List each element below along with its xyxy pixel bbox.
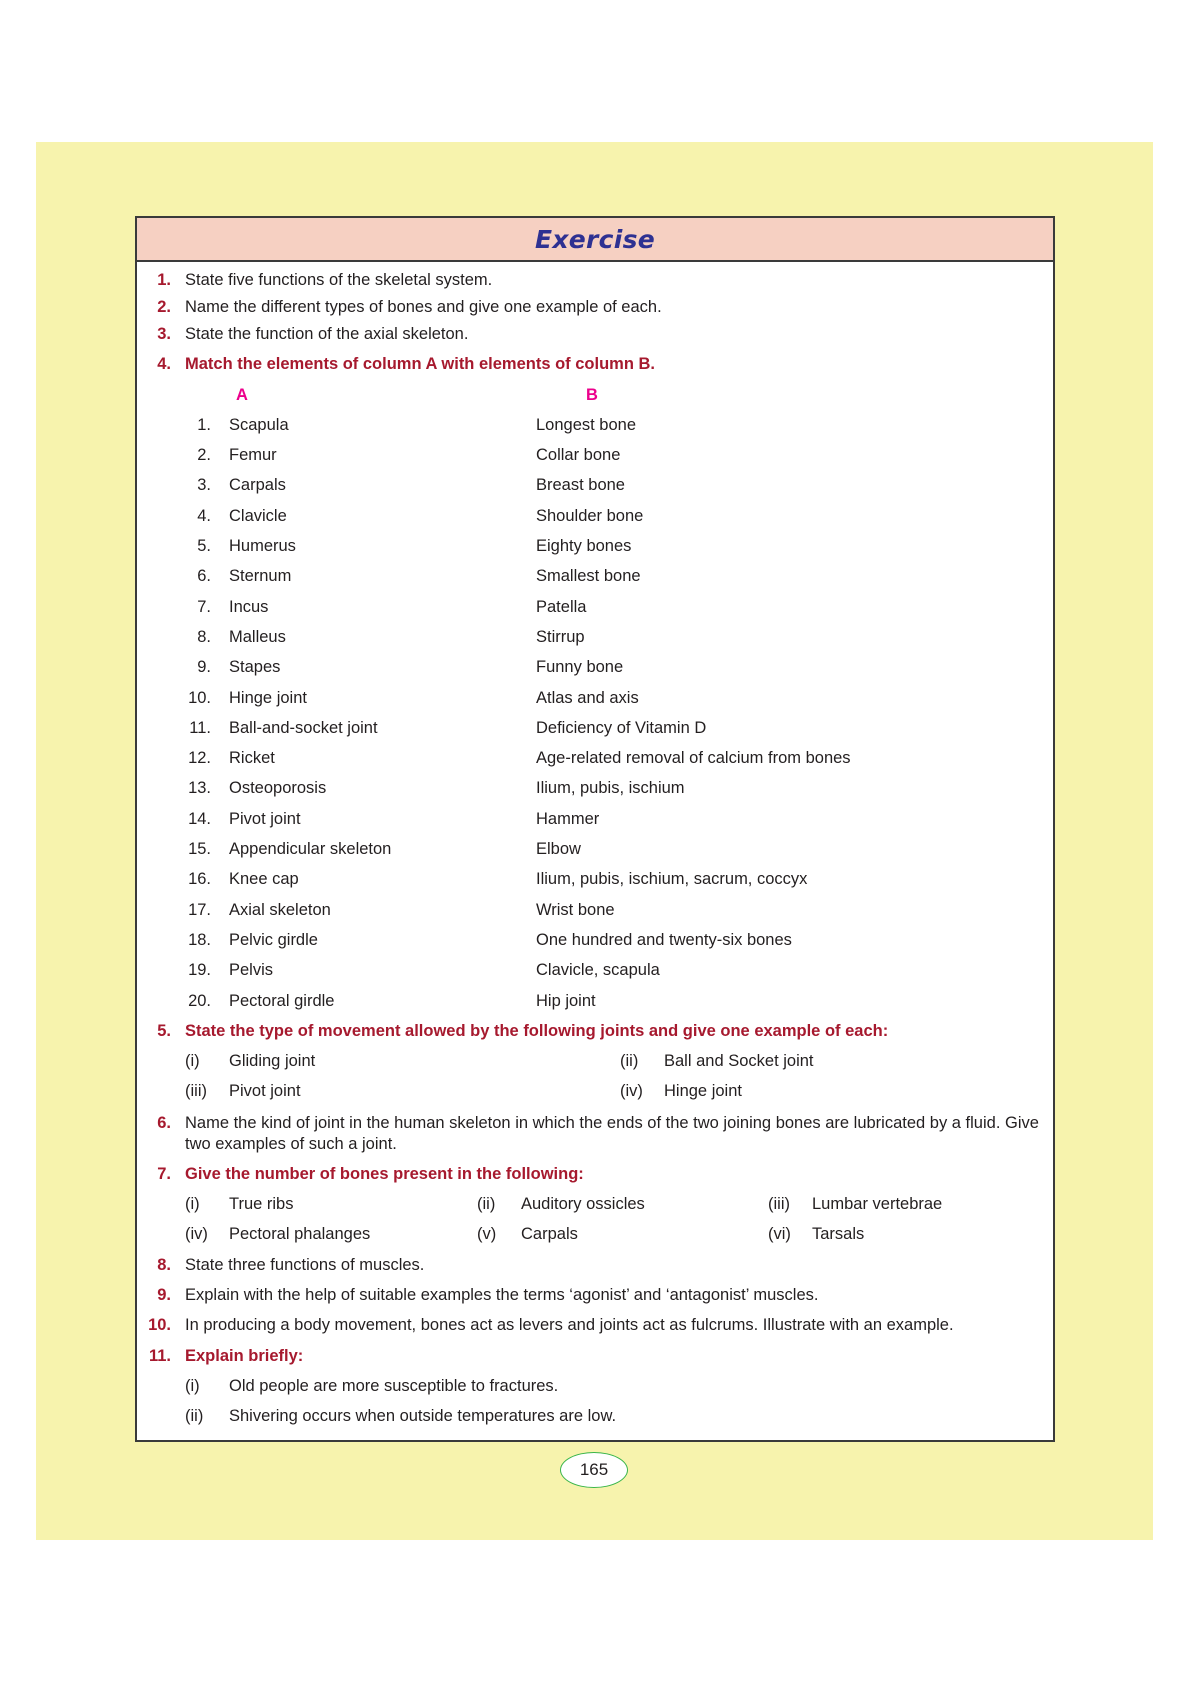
match-column-b: Wrist bone: [536, 900, 615, 919]
sub-item-text: Tarsals: [812, 1225, 865, 1244]
match-column-a: Carpals: [229, 476, 286, 495]
sub-item-roman: (ii): [620, 1052, 639, 1071]
sub-item-roman: (i): [185, 1195, 200, 1214]
match-row: [185, 713, 1053, 743]
match-column-b: Clavicle, scapula: [536, 961, 660, 980]
match-index: 2.: [197, 446, 211, 465]
match-column-a: Ricket: [229, 749, 275, 768]
match-column-b: Stirrup: [536, 627, 585, 646]
question-4: [157, 349, 1053, 379]
match-index: 3.: [197, 476, 211, 495]
match-row: [185, 955, 1053, 985]
match-column-a: Knee cap: [229, 870, 299, 889]
question-text: State five functions of the skeletal system.: [185, 271, 493, 289]
sub-item-text: True ribs: [229, 1195, 294, 1214]
match-row: [185, 864, 1053, 894]
match-column-b: Smallest bone: [536, 567, 641, 586]
match-index: 5.: [197, 537, 211, 556]
sub-item-text: Auditory ossicles: [521, 1195, 645, 1214]
question-6: [157, 1107, 1053, 1159]
sub-item-roman: (v): [477, 1225, 497, 1244]
question-number: 7.: [157, 1164, 171, 1183]
question-number: 1.: [157, 271, 171, 289]
question-number: 2.: [157, 298, 171, 316]
match-row: [185, 895, 1053, 925]
question-number: 5.: [157, 1021, 171, 1040]
question-number: 3.: [157, 325, 171, 343]
question-text: In producing a body movement, bones act as levers and joints act as fulcrums. Illustrate with an example.: [185, 1316, 954, 1335]
question-2: [157, 292, 1053, 319]
sub-item-text: Hinge joint: [664, 1082, 742, 1101]
match-column-a: Pectoral girdle: [229, 991, 335, 1010]
question-text: Name the kind of joint in the human skeleton in which the ends of the two joining bones are lubricated by a fluid. Give two examples of such a joint.: [185, 1113, 1039, 1153]
sub-item-text: Lumbar vertebrae: [812, 1195, 943, 1214]
match-row: [185, 531, 1053, 561]
sub-item-roman: (iv): [185, 1225, 208, 1244]
match-index: 9.: [197, 658, 211, 677]
question-text: State three functions of muscles.: [185, 1255, 425, 1274]
sub-item-text: Pivot joint: [229, 1082, 301, 1101]
question-text: Name the different types of bones and give one example of each.: [185, 298, 662, 316]
sub-item-roman: (iii): [185, 1082, 207, 1101]
sub-item-row: [185, 1076, 1053, 1106]
match-index: 12.: [188, 749, 211, 768]
sub-item-row: [185, 1046, 1053, 1076]
sub-item-roman: (i): [185, 1052, 200, 1071]
match-column-b: Age-related removal of calcium from bones: [536, 749, 851, 768]
match-index: 10.: [188, 688, 211, 707]
match-row: [185, 561, 1053, 591]
match-column-b: Elbow: [536, 840, 581, 859]
question-number: 10.: [148, 1316, 171, 1335]
match-row: [185, 652, 1053, 682]
match-row: [185, 501, 1053, 531]
question-9: [157, 1280, 1053, 1310]
match-column-a: Clavicle: [229, 506, 287, 525]
match-index: 16.: [188, 870, 211, 889]
match-column-a: Appendicular skeleton: [229, 840, 392, 859]
match-column-b: Hip joint: [536, 991, 596, 1010]
match-row: [185, 743, 1053, 773]
match-index: 11.: [189, 718, 211, 737]
question-5: [157, 1016, 1053, 1046]
match-column-a: Stapes: [229, 658, 281, 677]
match-column-b: Ilium, pubis, ischium: [536, 779, 685, 798]
match-column-b: Ilium, pubis, ischium, sacrum, coccyx: [536, 870, 808, 889]
match-index: 14.: [188, 809, 211, 828]
match-column-b: One hundred and twenty-six bones: [536, 930, 792, 949]
sub-item-row: [185, 1219, 1053, 1249]
match-column-b: Shoulder bone: [536, 506, 644, 525]
match-column-b: Deficiency of Vitamin D: [536, 718, 707, 737]
match-index: 6.: [197, 567, 211, 586]
match-index: 13.: [188, 779, 211, 798]
exercise-content: [148, 262, 1053, 1431]
question-number: 4.: [157, 355, 171, 374]
match-column-a: Osteoporosis: [229, 779, 327, 798]
match-row: [185, 592, 1053, 622]
sub-item-row: [185, 1371, 1053, 1401]
match-column-b: Longest bone: [536, 415, 637, 434]
match-column-b: Atlas and axis: [536, 688, 639, 707]
question-1: [157, 265, 1053, 292]
match-column-a: Pelvis: [229, 961, 274, 980]
match-index: 1.: [197, 415, 211, 434]
match-column-a: Pivot joint: [229, 809, 301, 828]
sub-item-text: Shivering occurs when outside temperatures are low.: [229, 1407, 617, 1426]
sub-item-roman: (ii): [477, 1195, 496, 1214]
match-row: [185, 773, 1053, 803]
match-column-b: Eighty bones: [536, 537, 632, 556]
question-text: Explain with the help of suitable examples the terms ‘agonist’ and ‘antagonist’ muscles.: [185, 1285, 819, 1304]
question-10: [148, 1310, 1053, 1340]
column-a-header: A: [236, 385, 248, 404]
match-index: 19.: [188, 961, 211, 980]
sub-item-roman: (vi): [768, 1225, 791, 1244]
match-column-a: Humerus: [229, 537, 296, 556]
match-row: [185, 622, 1053, 652]
match-row: [185, 683, 1053, 713]
match-column-a: Hinge joint: [229, 688, 307, 707]
match-column-b: Funny bone: [536, 658, 624, 677]
sub-item-roman: (iii): [768, 1195, 790, 1214]
question-text: Explain briefly:: [185, 1346, 304, 1365]
match-column-b: Breast bone: [536, 476, 625, 495]
question-11: [148, 1341, 1053, 1371]
question-text: State the function of the axial skeleton.: [185, 325, 469, 343]
page-number: 165: [560, 1452, 628, 1488]
question-text: Give the number of bones present in the following:: [185, 1164, 584, 1183]
match-column-b: Patella: [536, 597, 587, 616]
question-8: [157, 1250, 1053, 1280]
sub-item-text: Ball and Socket joint: [664, 1052, 814, 1071]
match-index: 17.: [188, 900, 211, 919]
sub-item-roman: (i): [185, 1376, 200, 1395]
match-column-a: Axial skeleton: [229, 900, 331, 919]
sub-item-text: Pectoral phalanges: [229, 1225, 371, 1244]
sub-item-row: [185, 1401, 1053, 1431]
exercise-box: [135, 216, 1055, 1442]
match-column-b: Hammer: [536, 809, 600, 828]
sub-item-text: Carpals: [521, 1225, 578, 1244]
exercise-title: Exercise: [534, 225, 656, 254]
match-row: [185, 410, 1053, 440]
match-index: 8.: [197, 627, 211, 646]
match-column-a: Ball-and-socket joint: [229, 718, 378, 737]
question-text: Match the elements of column A with elements of column B.: [185, 355, 656, 374]
match-column-a: Scapula: [229, 415, 289, 434]
match-row: [185, 440, 1053, 470]
match-index: 20.: [188, 991, 211, 1010]
sub-item-roman: (iv): [620, 1082, 643, 1101]
question-number: 11.: [148, 1346, 171, 1365]
question-text: State the type of movement allowed by the following joints and give one example of each:: [185, 1021, 889, 1040]
match-row: [185, 986, 1053, 1016]
match-index: 18.: [188, 930, 211, 949]
match-row: [185, 470, 1053, 500]
match-row: [185, 925, 1053, 955]
column-headers: [185, 380, 1053, 410]
match-column-a: Incus: [229, 597, 269, 616]
match-index: 7.: [197, 597, 211, 616]
match-index: 15.: [188, 840, 211, 859]
exercise-header: [137, 218, 1053, 262]
question-3: [157, 319, 1053, 349]
match-index: 4.: [197, 506, 211, 525]
sub-item-row: [185, 1189, 1053, 1219]
sub-item-roman: (ii): [185, 1407, 204, 1426]
column-b-header: B: [586, 385, 598, 404]
question-7: [157, 1159, 1053, 1189]
question-number: 9.: [157, 1285, 171, 1304]
question-number: 6.: [157, 1113, 171, 1132]
match-column-a: Femur: [229, 446, 277, 465]
question-number: 8.: [157, 1255, 171, 1274]
sub-item-text: Old people are more susceptible to fractures.: [229, 1376, 559, 1395]
match-row: [185, 804, 1053, 834]
sub-item-text: Gliding joint: [229, 1052, 316, 1071]
match-column-a: Sternum: [229, 567, 292, 586]
match-row: [185, 834, 1053, 864]
match-column-b: Collar bone: [536, 446, 621, 465]
match-column-a: Malleus: [229, 627, 286, 646]
match-column-a: Pelvic girdle: [229, 930, 318, 949]
